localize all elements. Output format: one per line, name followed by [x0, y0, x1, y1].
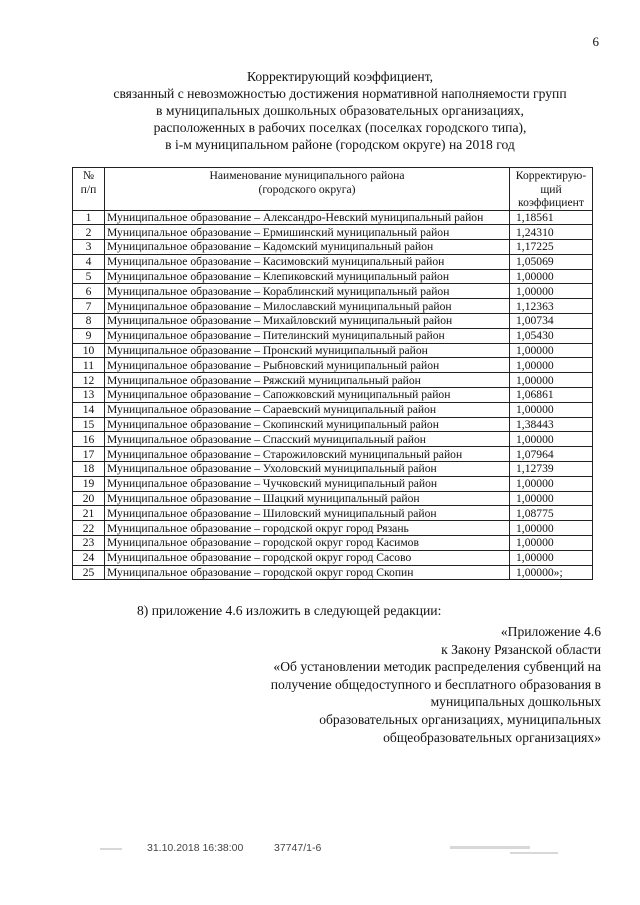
- table-body: [73, 210, 593, 580]
- title-line: Корректирующий коэффициент,: [246, 69, 434, 84]
- row-num-cell: 8: [73, 314, 105, 329]
- row-coef-cell: 1,12739: [510, 462, 593, 477]
- header-name-line: (городского округа): [258, 182, 356, 196]
- row-name-cell: Муниципальное образование – Пителинский муниципальный район: [105, 328, 510, 343]
- row-coef-cell: 1,07964: [510, 447, 593, 462]
- row-name-cell: Муниципальное образование – Кораблинский муниципальный район: [105, 284, 510, 299]
- header-name-line: Наименование муниципального района: [209, 169, 405, 182]
- row-num-cell: 25: [73, 565, 105, 580]
- scan-artifact: [100, 848, 122, 850]
- row-num-cell: 14: [73, 402, 105, 417]
- table-row: [73, 225, 593, 240]
- row-name-cell: Муниципальное образование – Ряжский муниципальный район: [105, 373, 510, 388]
- row-coef-cell: 1,00000: [510, 358, 593, 373]
- row-coef-cell: 1,08775: [510, 506, 593, 521]
- footer-timestamp: 31.10.2018 16:38:00: [147, 842, 244, 854]
- row-coef-cell: 1,17225: [510, 240, 593, 255]
- table-row: [73, 565, 593, 580]
- row-name-cell: Муниципальное образование – Милославский муниципальный район: [105, 299, 510, 314]
- row-num-cell: 15: [73, 417, 105, 432]
- row-name-cell: Муниципальное образование – Скопинский муниципальный район: [105, 417, 510, 432]
- row-coef-cell: 1,00000: [510, 491, 593, 506]
- row-name-cell: Муниципальное образование – городской округ город Рязань: [105, 521, 510, 536]
- row-num-cell: 10: [73, 343, 105, 358]
- table-row: [73, 343, 593, 358]
- row-num-cell: 5: [73, 269, 105, 284]
- row-num-cell: 4: [73, 254, 105, 269]
- appendix-line: муниципальных дошкольных: [430, 694, 601, 710]
- row-coef-cell: 1,00000: [510, 536, 593, 551]
- table-row: [73, 550, 593, 565]
- table-row: [73, 358, 593, 373]
- row-name-cell: Муниципальное образование – Шацкий муниципальный район: [105, 491, 510, 506]
- row-name-cell: Муниципальное образование – Кадомский муниципальный район: [105, 240, 510, 255]
- table-row: [73, 402, 593, 417]
- title-line: в муниципальных дошкольных образовательных организациях,: [156, 103, 524, 118]
- scan-artifact: [450, 846, 530, 849]
- row-coef-cell: 1,00000: [510, 432, 593, 447]
- table-row: [73, 388, 593, 403]
- row-coef-cell: 1,00000: [510, 476, 593, 491]
- row-name-cell: Муниципальное образование – городской округ город Касимов: [105, 536, 510, 551]
- table-row: [73, 373, 593, 388]
- row-name-cell: Муниципальное образование – Старожиловский муниципальный район: [105, 447, 510, 462]
- row-name-cell: Муниципальное образование – Спасский муниципальный район: [105, 432, 510, 447]
- row-name-cell: Муниципальное образование – городской округ город Скопин: [105, 565, 510, 580]
- row-name-cell: Муниципальное образование – Чучковский муниципальный район: [105, 476, 510, 491]
- table-row: [73, 299, 593, 314]
- row-name-cell: Муниципальное образование – Касимовский муниципальный район: [105, 254, 510, 269]
- table-row: [73, 328, 593, 343]
- appendix-line: «Приложение 4.6: [500, 624, 601, 639]
- row-coef-cell: 1,00000: [510, 343, 593, 358]
- page-number: 6: [592, 34, 599, 49]
- header-num: [73, 168, 105, 211]
- table-row: [73, 269, 593, 284]
- row-name-cell: Муниципальное образование – Ухоловский муниципальный район: [105, 462, 510, 477]
- header-num-line: п/п: [80, 182, 97, 196]
- row-name-cell: Муниципальное образование – городской округ город Сасово: [105, 550, 510, 565]
- table-row: [73, 432, 593, 447]
- row-coef-cell: 1,05069: [510, 254, 593, 269]
- row-num-cell: 20: [73, 491, 105, 506]
- row-num-cell: 6: [73, 284, 105, 299]
- row-num-cell: 23: [73, 536, 105, 551]
- table-row: [73, 314, 593, 329]
- table-row: [73, 254, 593, 269]
- appendix-line: получение общедоступного и бесплатного образования в: [270, 676, 601, 692]
- row-num-cell: 9: [73, 328, 105, 343]
- row-name-cell: Муниципальное образование – Рыбновский муниципальный район: [105, 358, 510, 373]
- table-row: [73, 536, 593, 551]
- appendix-line: «Об установлении методик распределения субвенций на: [273, 659, 601, 675]
- row-coef-cell: 1,00734: [510, 314, 593, 329]
- appendix-line: к Закону Рязанской области: [441, 641, 601, 657]
- row-coef-cell: 1,12363: [510, 299, 593, 314]
- row-coef-cell: 1,00000: [510, 550, 593, 565]
- row-num-cell: 13: [73, 388, 105, 403]
- scan-artifact: [510, 852, 558, 854]
- row-num-cell: 17: [73, 447, 105, 462]
- row-name-cell: Муниципальное образование – Александро-Невский муниципальный район: [105, 210, 510, 225]
- row-num-cell: 7: [73, 299, 105, 314]
- table-row: [73, 491, 593, 506]
- table-header-row: [73, 168, 593, 211]
- title-line: связанный с невозможностью достижения нормативной наполняемости групп: [113, 86, 567, 101]
- table-row: [73, 462, 593, 477]
- instruction-text: 8) приложение 4.6 изложить в следующей редакции:: [137, 603, 442, 618]
- row-name-cell: Муниципальное образование – Михайловский муниципальный район: [105, 314, 510, 329]
- row-num-cell: 12: [73, 373, 105, 388]
- coefficient-table: [72, 167, 593, 580]
- header-coef-line: щий: [540, 182, 562, 196]
- header-coef-line: коэффициент: [518, 196, 584, 209]
- row-num-cell: 24: [73, 550, 105, 565]
- row-name-cell: Муниципальное образование – Ермишинский муниципальный район: [105, 225, 510, 240]
- row-num-cell: 19: [73, 476, 105, 491]
- title-line: расположенных в рабочих поселках (поселках городского типа),: [153, 120, 527, 135]
- table-row: [73, 476, 593, 491]
- row-coef-cell: 1,24310: [510, 225, 593, 240]
- row-name-cell: Муниципальное образование – Клепиковский муниципальный район: [105, 269, 510, 284]
- title-line: в i-м муниципальном районе (городском округе) на 2018 год: [165, 137, 515, 152]
- header-name: [105, 168, 510, 211]
- header-coef-line: Корректирую-: [515, 169, 587, 182]
- row-coef-cell: 1,06861: [510, 388, 593, 403]
- row-coef-cell: 1,05430: [510, 328, 593, 343]
- table-row: [73, 210, 593, 225]
- row-coef-cell: 1,38443: [510, 417, 593, 432]
- row-coef-cell: 1,00000: [510, 373, 593, 388]
- row-num-cell: 21: [73, 506, 105, 521]
- header-coef: [510, 168, 593, 211]
- appendix-line: образовательных организациях, муниципальных: [319, 711, 601, 727]
- table-row: [73, 506, 593, 521]
- row-coef-cell: 1,00000»;: [510, 565, 593, 580]
- row-name-cell: Муниципальное образование – Шиловский муниципальный район: [105, 506, 510, 521]
- row-num-cell: 2: [73, 225, 105, 240]
- row-coef-cell: 1,00000: [510, 402, 593, 417]
- row-num-cell: 1: [73, 210, 105, 225]
- table-row: [73, 240, 593, 255]
- table-row: [73, 447, 593, 462]
- document-title: [60, 68, 620, 153]
- appendix-line: общеобразовательных организациях»: [383, 729, 601, 745]
- row-name-cell: Муниципальное образование – Пронский муниципальный район: [105, 343, 510, 358]
- table-row: [73, 284, 593, 299]
- row-num-cell: 18: [73, 462, 105, 477]
- header-num-line: №: [82, 169, 95, 182]
- row-name-cell: Муниципальное образование – Сапожковский муниципальный район: [105, 388, 510, 403]
- row-num-cell: 22: [73, 521, 105, 536]
- row-coef-cell: 1,00000: [510, 521, 593, 536]
- row-coef-cell: 1,18561: [510, 210, 593, 225]
- row-coef-cell: 1,00000: [510, 269, 593, 284]
- table-row: [73, 521, 593, 536]
- row-num-cell: 11: [73, 358, 105, 373]
- row-coef-cell: 1,00000: [510, 284, 593, 299]
- appendix-heading: [181, 623, 601, 746]
- row-num-cell: 16: [73, 432, 105, 447]
- row-name-cell: Муниципальное образование – Сараевский муниципальный район: [105, 402, 510, 417]
- footer-doc-number: 37747/1-6: [274, 842, 322, 854]
- table-row: [73, 417, 593, 432]
- row-num-cell: 3: [73, 240, 105, 255]
